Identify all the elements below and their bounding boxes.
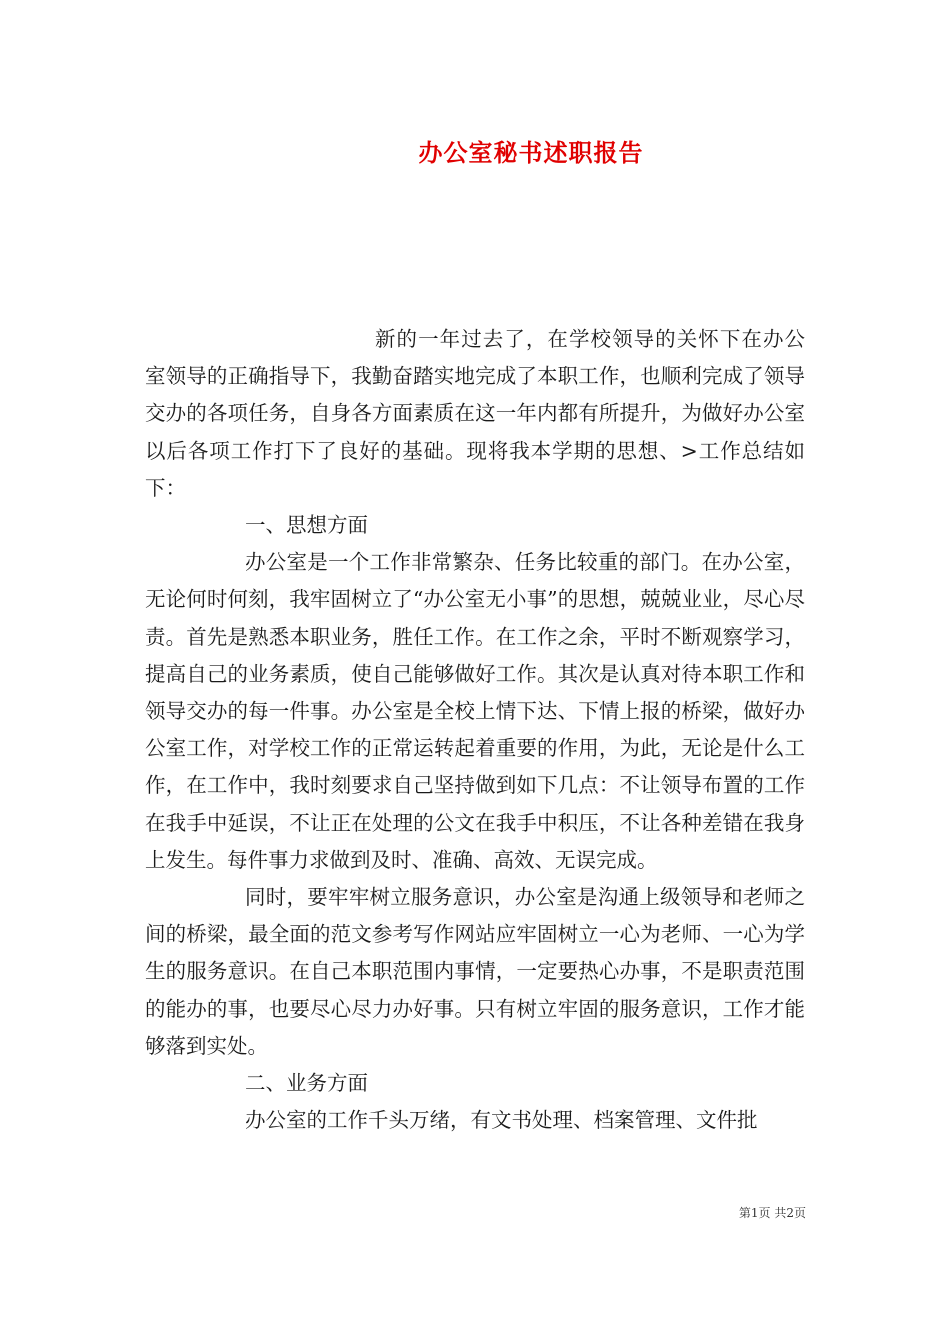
page-title: 办公室秘书述职报告: [418, 138, 644, 167]
paragraph-business-1: 办公室的工作千头万绪，有文书处理、档案管理、文件批: [245, 1108, 758, 1133]
footer-prefix: 第: [738, 1206, 751, 1220]
footer-total-pages: 2: [786, 1206, 794, 1220]
paragraph-intro: 新的一年过去了，在学校领导的关怀下在办公室领导的正确指导下，我勤奋踏实地完成了本职工作，也顺利完成了领导交办的各项任务，自身各方面素质在这一年内都有所提升，为做好办公室以后各项工作打下了良好的基础。现将我本学期的思想、>工作总结如下：: [145, 327, 805, 500]
section-heading-thought: 一、思想方面: [245, 513, 368, 538]
footer-current-page: 1: [750, 1206, 759, 1220]
section-heading-business: 二、业务方面: [245, 1071, 368, 1096]
page-footer: [0, 1204, 806, 1221]
footer-suffix: 页: [793, 1206, 806, 1220]
paragraph-thought-2: 同时，要牢牢树立服务意识，办公室是沟通上级领导和老师之间的桥梁，最全面的范文参考写作网站应牢固树立一心为老师、一心为学生的服务意识。在自己本职范围内事情，一定要热心办事，不是职责范围的能办的事，也要尽心尽力办好事。只有树立牢固的服务意识，工作才能够落到实处。: [145, 885, 805, 1058]
footer-middle: 页 共: [758, 1206, 787, 1220]
document-body: [145, 321, 805, 1139]
paragraph-thought-1: 办公室是一个工作非常繁杂、任务比较重的部门。在办公室，无论何时何刻，我牢固树立了“办公室无小事”的思想，兢兢业业，尽心尽责。首先是熟悉本职业务，胜任工作。在工作之余，平时不断观察学习，提高自己的业务素质，使自己能够做好工作。其次是认真对待本职工作和领导交办的每一件事。办公室是全校上情下达、下情上报的桥梁，做好办公室工作，对学校工作的正常运转起着重要的作用，为此，无论是什么工作，在工作中，我时刻要求自己坚持做到如下几点：不让领导布置的工作在我手中延误，不让正在处理的公文在我手中积压，不让各种差错在我身上发生。每件事力求做到及时、准确、高效、无误完成。: [145, 550, 805, 872]
